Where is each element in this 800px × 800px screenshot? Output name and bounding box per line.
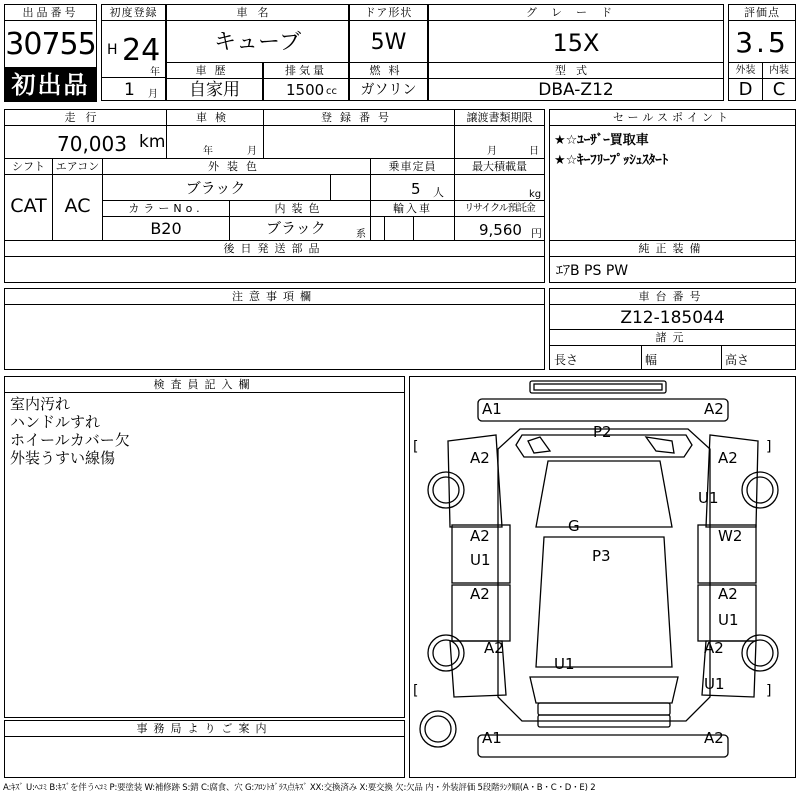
sales-point-item: ★☆ｷｰﾌﾘｰﾌﾟｯｼｭｽﾀｰﾄ (554, 153, 669, 168)
left-rear-bracket-open: [ (413, 683, 419, 699)
exterior-color-label: 外装色 (103, 159, 370, 175)
displacement-label: 排気量 (264, 63, 348, 79)
transfer-day-unit: 日 (529, 146, 539, 157)
mileage-label: 走行 (5, 110, 166, 126)
width-label: 幅 (645, 353, 658, 367)
capacity-label: 乗車定員 (371, 159, 454, 175)
inspection-label: 車検 (167, 110, 263, 126)
transfer-deadline-label: 譲渡書類期限 (455, 110, 544, 126)
inspector-note: 外装うすい線傷 (10, 449, 116, 467)
mark-front-fender-right: A2 (718, 449, 738, 467)
mark-rear-door-right-u: U1 (718, 611, 739, 629)
yen-unit: 円 (531, 227, 542, 240)
max-load-label: 最大積載量 (455, 159, 544, 175)
grade-box (428, 4, 724, 63)
interior-grade: C (772, 79, 786, 100)
office-label: 事務局よりご案内 (5, 721, 404, 737)
model-box (428, 62, 724, 101)
mark-front-door-left-u: U1 (470, 551, 491, 569)
kg-unit: kg (529, 189, 542, 200)
mark-rear-left: A1 (482, 729, 502, 747)
shift-box (4, 158, 53, 241)
equipment-value: ｴｱB PS PW (556, 263, 629, 279)
history-box (166, 62, 263, 101)
inspector-note: 室内汚れ (10, 395, 71, 413)
inspection-year-unit: 年 (203, 146, 213, 157)
registration-month: 1 (124, 80, 135, 100)
mark-rear-door-left: A2 (470, 585, 490, 603)
dimensions-box (549, 329, 796, 370)
mileage-box (4, 109, 167, 159)
recycle-label: リサイクル預託金 (455, 201, 544, 217)
year-unit: 年 (150, 67, 160, 78)
exterior-color-box (102, 158, 371, 201)
recycle-amount: 9,560 (479, 221, 522, 239)
mark-rear-door-right-a: A2 (718, 585, 738, 603)
inspection-box (166, 109, 264, 159)
right-rear-bracket-close: ] (766, 683, 772, 699)
mark-right-u1: U1 (698, 489, 719, 507)
score: 3.5 (735, 26, 789, 59)
transfer-deadline-box (454, 109, 545, 159)
interior-color-label: 内装色 (230, 201, 370, 217)
dimensions-label: 諸元 (550, 330, 795, 346)
capacity: 5 (411, 180, 421, 198)
km-unit: km (139, 132, 166, 152)
grade: 15X (552, 29, 600, 57)
damage-diagram (409, 376, 796, 778)
displacement: 1500 (286, 81, 325, 99)
model-label: 型式 (429, 63, 723, 79)
import-box (370, 200, 455, 241)
exterior-color: ブラック (185, 179, 246, 197)
registration-year: 24 (122, 33, 161, 68)
mark-rear-fender-right: A2 (704, 639, 724, 657)
interior-color: ブラック (266, 219, 326, 237)
mark-hood: P2 (593, 423, 612, 441)
aircon-label: エアコン (53, 159, 102, 175)
later-parts-label: 後日発送部品 (5, 241, 544, 257)
car-name-label: 車名 (167, 5, 348, 21)
door-label: ドア形状 (350, 5, 427, 21)
inspection-month-unit: 月 (247, 146, 257, 157)
damage-legend: A:ｷｽﾞ U:ﾍｺﾐ B:ｷｽﾞを伴うﾍｺﾐ P:要塗装 W:補修跡 S:錆 C:腐食、穴 G:ﾌﾛﾝﾄｶﾞﾗｽ点ｷｽﾞ XX:交換済み X:要交換 欠:欠品 内・外装評価 5段階ﾗﾝｸ順(A・B・C・D・E) 2 (3, 783, 596, 793)
model: DBA-Z12 (538, 80, 614, 100)
chassis-label: 車台番号 (550, 289, 795, 305)
later-parts-box (4, 240, 545, 283)
mark-front-door-right: W2 (718, 527, 743, 545)
cc-unit: cc (326, 86, 337, 97)
score-box (728, 4, 796, 63)
height-label: 高さ (725, 353, 750, 367)
equipment-box (549, 240, 796, 283)
lot-number-box (4, 4, 97, 68)
capacity-box (370, 158, 455, 201)
chassis-number: Z12-185044 (620, 308, 725, 328)
car-name: キューブ (214, 30, 301, 55)
first-registration-label: 初度登録 (102, 5, 165, 21)
inspector-note: ホイールカバー欠 (10, 431, 130, 449)
fuel-box (349, 62, 428, 101)
office-box (4, 720, 405, 778)
fuel: ガソリン (360, 82, 417, 98)
color-number: B20 (150, 219, 182, 238)
shift: CAT (10, 195, 47, 217)
month-unit: 月 (148, 89, 158, 100)
sales-points-label: セールスポイント (550, 110, 795, 126)
mark-front-right: A2 (704, 400, 724, 418)
history: 自家用 (189, 80, 240, 100)
inspector-box (4, 376, 405, 718)
score-label: 評価点 (729, 5, 795, 21)
interior-grade-box (762, 62, 796, 101)
interior-color-box (229, 200, 371, 241)
interior-grade-label: 内装 (763, 63, 795, 79)
sales-point-item: ★☆ﾕｰｻﾞｰ買取車 (554, 133, 649, 148)
lot-number-label: 出品番号 (5, 5, 96, 21)
right-bracket-close: ] (766, 439, 772, 455)
inspector-label: 検査員記入欄 (5, 377, 404, 393)
displacement-box (263, 62, 349, 101)
mark-roof: P3 (592, 547, 611, 565)
first-registration-box (101, 4, 166, 101)
sales-points-box (549, 109, 796, 241)
capacity-unit: 人 (433, 186, 444, 199)
transfer-month-unit: 月 (487, 146, 497, 157)
mark-glass: G (568, 517, 580, 535)
chassis-box (549, 288, 796, 330)
car-name-box (166, 4, 349, 63)
era-letter: H (107, 42, 118, 58)
door-type: 5W (370, 30, 407, 55)
notes-label: 注意事項欄 (5, 289, 544, 305)
shift-label: シフト (5, 159, 52, 175)
kei-unit: 系 (356, 229, 366, 240)
left-bracket-open: [ (413, 439, 419, 455)
mark-rear-right-u1: U1 (704, 675, 725, 693)
lot-number: 30755 (5, 27, 96, 62)
length-label: 長さ (554, 353, 579, 367)
mileage: 70,003 (57, 132, 127, 156)
exterior-grade-label: 外装 (729, 63, 762, 79)
mark-trunk-u1: U1 (554, 655, 575, 673)
import-label: 輸入車 (371, 201, 454, 217)
exterior-grade-box (728, 62, 763, 101)
inspector-note: ハンドルすれ (10, 413, 101, 431)
notes-box (4, 288, 545, 370)
mark-front-left: A1 (482, 400, 502, 418)
first-listing-badge: 初出品 (4, 68, 97, 102)
exterior-grade: D (738, 79, 753, 100)
history-label: 車歴 (167, 63, 262, 79)
aircon-box (52, 158, 103, 241)
registration-number-box (263, 109, 455, 159)
equipment-label: 純正装備 (550, 241, 795, 257)
aircon: AC (64, 195, 91, 217)
color-number-box (102, 200, 230, 241)
door-box (349, 4, 428, 63)
mark-rear-right: A2 (704, 729, 724, 747)
grade-label: グレード (429, 5, 723, 21)
fuel-label: 燃料 (350, 63, 427, 79)
mark-rear-fender-left: A2 (484, 639, 504, 657)
registration-number-label: 登録番号 (264, 110, 454, 126)
mark-front-fender-left: A2 (470, 449, 490, 467)
recycle-box (454, 200, 545, 241)
max-load-box (454, 158, 545, 201)
mark-front-door-left-a: A2 (470, 527, 490, 545)
color-number-label: カラーNo. (103, 201, 229, 217)
